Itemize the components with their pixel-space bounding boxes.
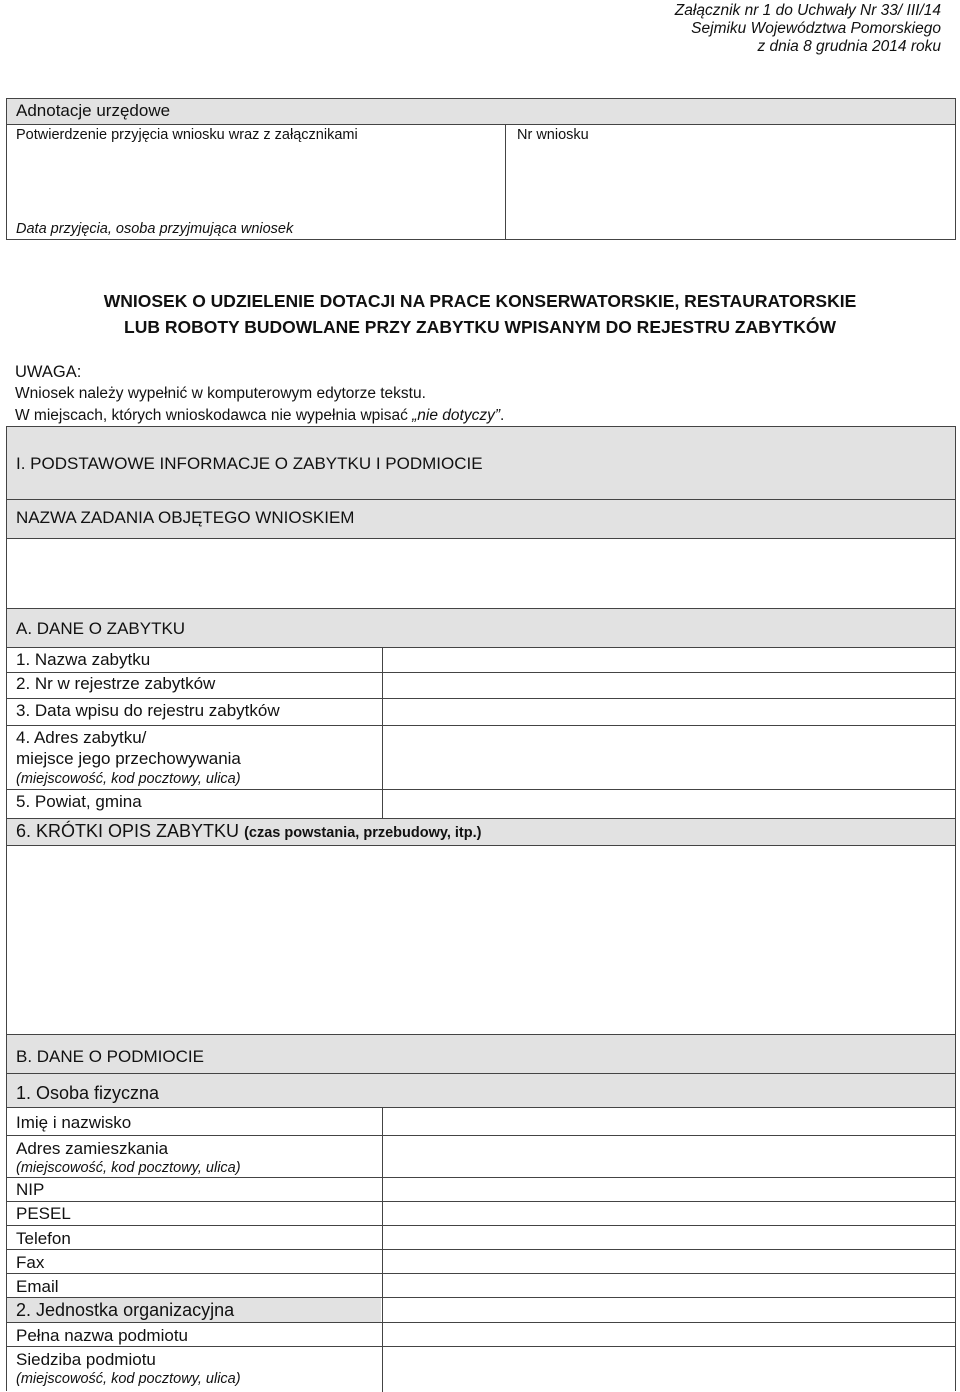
description-title: 6. KRÓTKI OPIS ZABYTKU xyxy=(16,821,240,841)
pesel-field[interactable] xyxy=(384,1202,954,1225)
task-name-header xyxy=(7,500,955,539)
section-a-title: A. DANE O ZABYTKU xyxy=(16,619,186,638)
monument-address-hint: (miejscowość, kod pocztowy, ulica) xyxy=(16,771,241,787)
description-header xyxy=(7,819,955,846)
header-line-2: Sejmiku Województwa Pomorskiego xyxy=(691,20,941,37)
monument-name-field[interactable] xyxy=(384,648,954,672)
notice-line-2-end: . xyxy=(500,407,505,424)
natural-person-header xyxy=(7,1074,955,1108)
application-number-field[interactable] xyxy=(517,147,947,235)
application-number-label: Nr wniosku xyxy=(517,127,589,143)
section-b-divider xyxy=(382,1108,383,1392)
organization-label: 2. Jednostka organizacyjna xyxy=(16,1300,235,1320)
email-field[interactable] xyxy=(384,1274,954,1297)
pesel-label: PESEL xyxy=(16,1204,71,1223)
home-address-label: Adres zamieszkania xyxy=(16,1139,169,1158)
official-annotations-box xyxy=(6,98,956,240)
entity-name-label: Pełna nazwa podmiotu xyxy=(16,1326,189,1345)
section-a-divider xyxy=(382,648,383,819)
home-address-field[interactable] xyxy=(384,1136,954,1177)
monument-address-label-1: 4. Adres zabytku/ xyxy=(16,728,147,747)
description-hint: (czas powstania, przebudowy, itp.) xyxy=(244,825,482,841)
phone-label: Telefon xyxy=(16,1229,71,1248)
monument-address-label-2: miejsce jego przechowywania xyxy=(16,749,241,768)
organization-header xyxy=(7,1298,381,1322)
entity-name-field[interactable] xyxy=(384,1323,954,1346)
form-title-line-2: LUB ROBOTY BUDOWLANE PRZY ZABYTKU WPISANYM DO REJESTRU ZABYTKÓW xyxy=(124,317,836,337)
notice-line-2-text: W miejscach, których wnioskodawca nie wypełnia wpisać xyxy=(15,407,413,424)
task-name-field[interactable] xyxy=(7,539,955,608)
description-label xyxy=(16,821,481,842)
district-field[interactable] xyxy=(384,790,954,818)
confirmation-label: Potwierdzenie przyjęcia wniosku wraz z załącznikami xyxy=(16,127,358,143)
fax-label: Fax xyxy=(16,1253,45,1272)
monument-address-field[interactable] xyxy=(384,726,954,789)
form-title xyxy=(0,288,960,340)
section-1-box xyxy=(6,426,956,1391)
notice-line-2 xyxy=(15,405,504,427)
description-field[interactable] xyxy=(7,846,955,1034)
notice-label: UWAGA: xyxy=(15,363,82,381)
confirmation-field[interactable] xyxy=(11,147,501,217)
nip-label: NIP xyxy=(16,1180,45,1199)
home-address-hint: (miejscowość, kod pocztowy, ulica) xyxy=(16,1160,241,1176)
natural-person-label: 1. Osoba fizyczna xyxy=(16,1083,160,1103)
notice-not-applicable: „nie dotyczy” xyxy=(412,407,501,424)
organization-field[interactable] xyxy=(384,1298,954,1322)
monument-name-label: 1. Nazwa zabytku xyxy=(16,650,151,669)
full-name-label: Imię i nazwisko xyxy=(16,1113,132,1132)
section-1-header xyxy=(7,427,955,500)
entity-seat-field[interactable] xyxy=(384,1347,954,1391)
receipt-date-label: Data przyjęcia, osoba przyjmująca wniosek xyxy=(16,221,294,237)
section-a-header xyxy=(7,609,955,648)
register-number-field[interactable] xyxy=(384,673,954,697)
annotations-divider xyxy=(505,124,506,240)
nip-field[interactable] xyxy=(384,1178,954,1201)
entity-seat-hint: (miejscowość, kod pocztowy, ulica) xyxy=(16,1371,241,1387)
register-date-label: 3. Data wpisu do rejestru zabytków xyxy=(16,701,280,720)
register-date-field[interactable] xyxy=(384,699,954,725)
header-line-3: z dnia 8 grudnia 2014 roku xyxy=(757,38,941,55)
form-title-line-1: WNIOSEK O UDZIELENIE DOTACJI NA PRACE KONSERWATORSKIE, RESTAURATORSKIE xyxy=(103,291,857,311)
notice-block xyxy=(15,361,504,427)
annotations-title: Adnotacje urzędowe xyxy=(16,101,171,120)
district-label: 5. Powiat, gmina xyxy=(16,792,142,811)
section-b-title: B. DANE O PODMIOCIE xyxy=(16,1047,204,1066)
full-name-field[interactable] xyxy=(384,1108,954,1135)
section-1-title: I. PODSTAWOWE INFORMACJE O ZABYTKU I PODMIOCIE xyxy=(16,454,483,473)
phone-field[interactable] xyxy=(384,1226,954,1249)
entity-seat-label: Siedziba podmiotu xyxy=(16,1350,156,1369)
fax-field[interactable] xyxy=(384,1250,954,1273)
section-b-header xyxy=(7,1035,955,1074)
document-header xyxy=(675,2,941,56)
annotations-header xyxy=(7,99,955,125)
header-line-1: Załącznik nr 1 do Uchwały Nr 33/ III/14 xyxy=(674,2,941,19)
notice-line-1: Wniosek należy wypełnić w komputerowym edytorze tekstu. xyxy=(15,385,426,402)
register-number-label: 2. Nr w rejestrze zabytków xyxy=(16,674,216,693)
task-name-label: NAZWA ZADANIA OBJĘTEGO WNIOSKIEM xyxy=(16,508,355,527)
email-label: Email xyxy=(16,1277,59,1296)
